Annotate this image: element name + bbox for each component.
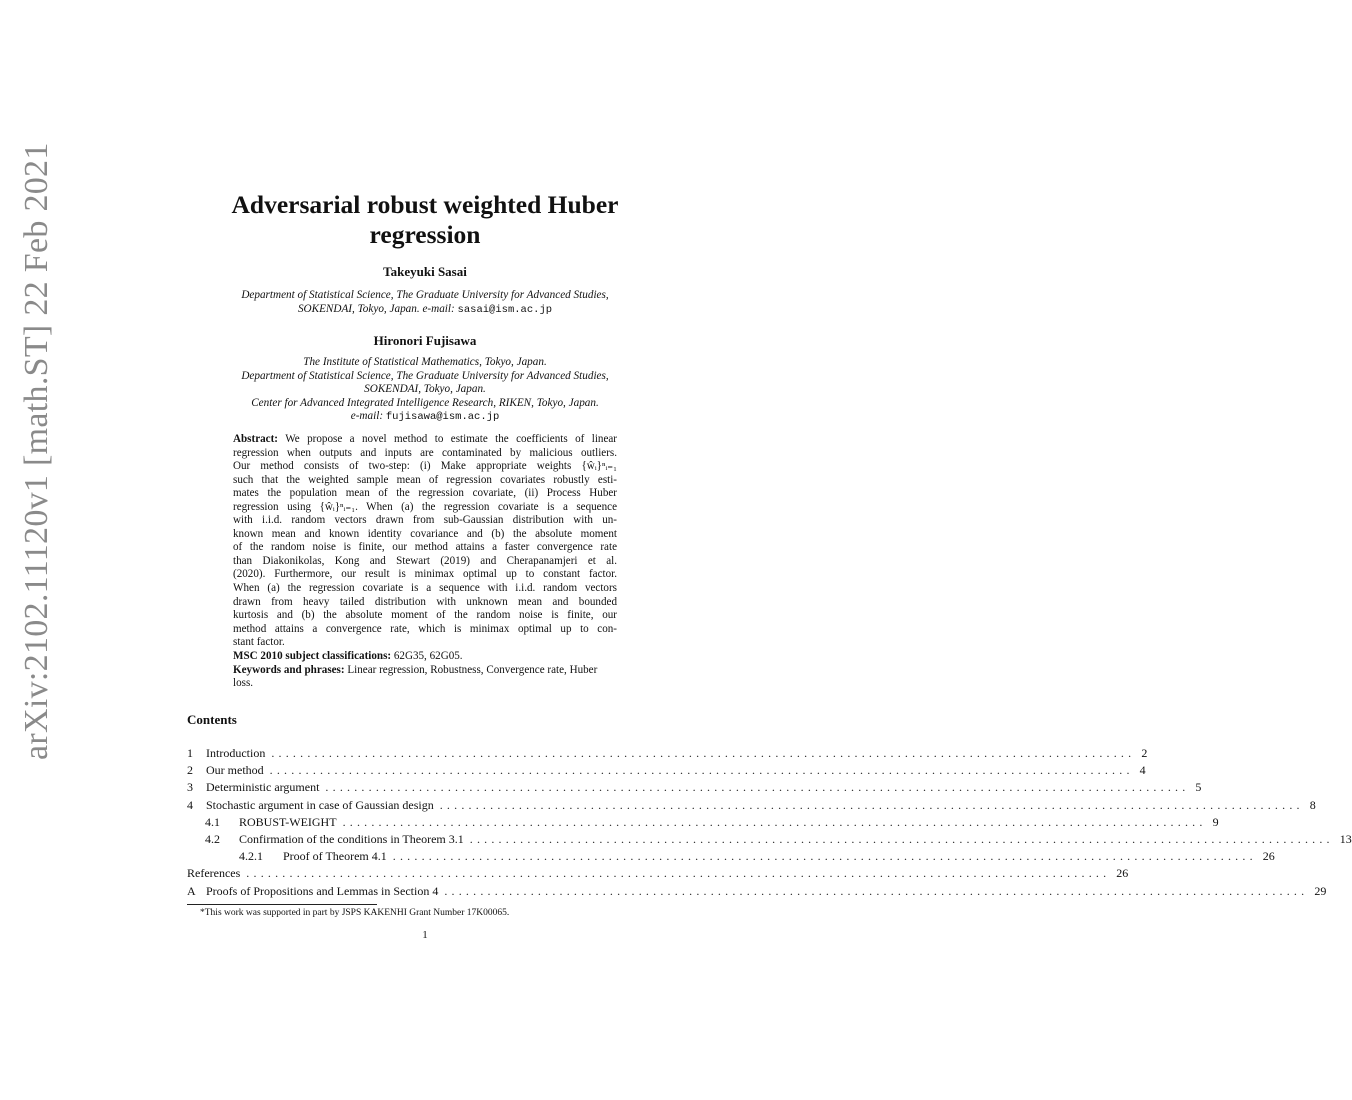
toc-page: 8 xyxy=(1309,797,1316,812)
abstract-text: known mean and known identity covariance and (b) the absolute moment xyxy=(233,527,617,540)
toc-title: Our method xyxy=(206,763,264,778)
abstract-line xyxy=(233,460,617,474)
keywords-value: Linear regression, Robustness, Convergence rate, Huber loss. xyxy=(233,663,598,690)
toc-leader-dots: ........................................................................................................................ xyxy=(469,831,1334,846)
abstract-line xyxy=(233,596,617,610)
toc-page: 9 xyxy=(1212,814,1219,829)
abstract-text: method attains a convergence rate, which is minimax optimal up to con- xyxy=(233,622,617,635)
author-affiliation xyxy=(150,289,700,317)
abstract-line xyxy=(233,501,617,515)
affiliation-line: The Institute of Statistical Mathematics, Tokyo, Japan. xyxy=(303,356,547,368)
abstract-line xyxy=(233,623,617,637)
abstract-text: Our method consists of two-step: (i) Make appropriate weights {ŵᵢ}ⁿᵢ₌₁ xyxy=(233,460,617,473)
abstract-text: kurtosis and (b) the absolute moment of the random noise is finite, our xyxy=(233,609,617,622)
abstract-line xyxy=(233,487,617,501)
toc-title: Proofs of Propositions and Lemmas in Section 4 xyxy=(206,883,439,898)
table-of-contents xyxy=(187,746,1352,901)
toc-leader-dots: ........................................................................................................................ xyxy=(271,746,1136,760)
abstract-text: When (a) the regression covariate is a sequence with i.i.d. random vectors xyxy=(233,582,617,595)
toc-page: 2 xyxy=(1141,746,1148,760)
abstract-text: mates the population mean of the regression covariate, (ii) Process Huber xyxy=(233,487,617,500)
arxiv-stamp: arXiv:2102.11120v1 [math.ST] 22 Feb 2021 xyxy=(18,142,55,760)
toc-number: 4 xyxy=(187,797,193,812)
title-line: regression xyxy=(369,220,481,249)
affiliation-line: SOKENDAI, Tokyo, Japan. xyxy=(364,383,486,396)
msc-label: MSC 2010 subject classifications: xyxy=(233,650,392,662)
paper-title xyxy=(150,190,700,250)
toc-entry[interactable] xyxy=(187,797,1316,815)
toc-number: 1 xyxy=(187,746,193,760)
toc-leader-dots: ........................................................................................................................ xyxy=(325,780,1190,795)
abstract-text: stant factor. xyxy=(233,636,285,649)
abstract-text: of the random noise is finite, our method attains a faster convergence rate xyxy=(233,541,617,554)
abstract-line xyxy=(233,568,617,582)
abstract-label: Abstract: xyxy=(233,433,278,445)
toc-number: 4.1 xyxy=(205,814,220,829)
abstract-line xyxy=(233,514,617,528)
toc-entry[interactable] xyxy=(187,763,1146,780)
toc-number: 2 xyxy=(187,763,193,778)
page-number: 1 xyxy=(422,929,428,941)
contents-heading: Contents xyxy=(187,712,237,727)
toc-title: Introduction xyxy=(206,746,266,760)
paper-metadata xyxy=(233,650,617,691)
author-email[interactable]: sasai@ism.ac.jp xyxy=(457,303,553,316)
abstract-line xyxy=(233,636,617,650)
abstract-text: than Diakonikolas, Kong and Stewart (2019) and Cherapanamjeri et al. xyxy=(233,554,617,567)
abstract-text: (2020). Furthermore, our result is minimax optimal up to constant factor. xyxy=(233,568,617,581)
toc-title: Proof of Theorem 4.1 xyxy=(283,849,387,864)
abstract-line xyxy=(233,447,617,461)
affiliation-line: SOKENDAI, Tokyo, Japan. e-mail: xyxy=(297,302,455,315)
keywords-label: Keywords and phrases: xyxy=(233,663,345,676)
toc-entry[interactable] xyxy=(187,746,1148,763)
abstract-line xyxy=(233,609,617,623)
toc-number: 4.2 xyxy=(205,831,220,846)
affiliation-line: Department of Statistical Science, The Graduate University for Advanced Studies, xyxy=(241,369,609,382)
abstract-text: regression using {ŵᵢ}ⁿᵢ₌₁. When (a) the regression covariate is a sequence xyxy=(233,500,617,513)
abstract-text: We propose a novel method to estimate the coefficients of linear xyxy=(285,433,617,445)
toc-number: A xyxy=(187,883,196,898)
footnote: *This work was supported in part by JSPS KAKENHI Grant Number 17K00065. xyxy=(200,908,510,918)
abstract-line xyxy=(233,582,617,596)
toc-leader-dots: ........................................................................................................................ xyxy=(269,763,1134,778)
title-line: Adversarial robust weighted Huber xyxy=(231,190,619,219)
toc-page: 29 xyxy=(1314,883,1327,898)
author-name: Takeyuki Sasai xyxy=(383,264,467,279)
toc-entry[interactable] xyxy=(187,866,1129,883)
toc-page: 26 xyxy=(1262,849,1275,864)
toc-title: Stochastic argument in case of Gaussian design xyxy=(206,797,434,812)
toc-entry[interactable] xyxy=(187,780,1202,797)
abstract-line xyxy=(233,555,617,569)
toc-entry[interactable] xyxy=(187,814,1219,832)
toc-leader-dots: ........................................................................................................................ xyxy=(439,797,1304,812)
toc-entry[interactable] xyxy=(187,849,1275,866)
toc-entry[interactable] xyxy=(187,883,1327,901)
toc-leader-dots: ........................................................................................................................ xyxy=(392,849,1257,864)
author-affiliation xyxy=(150,356,700,425)
toc-number: 4.2.1 xyxy=(239,849,263,864)
author-name: Hironori Fujisawa xyxy=(373,333,477,348)
toc-leader-dots: ........................................................................................................................ xyxy=(342,814,1207,829)
abstract-line xyxy=(233,433,617,447)
toc-title: ROBUST-WEIGHT xyxy=(239,814,337,829)
abstract-text: such that the weighted sample mean of regression covariates robustly esti- xyxy=(233,473,617,486)
toc-title: Deterministic argument xyxy=(206,780,320,795)
abstract-line xyxy=(233,474,617,488)
author-email[interactable]: fujisawa@ism.ac.jp xyxy=(385,411,500,424)
toc-title: Confirmation of the conditions in Theorem 3.1 xyxy=(239,831,464,846)
toc-leader-dots: ........................................................................................................................ xyxy=(444,883,1309,898)
toc-number: 3 xyxy=(187,780,193,795)
affiliation-line: Department of Statistical Science, The Graduate University for Advanced Studies, xyxy=(241,289,609,301)
abstract xyxy=(233,433,617,650)
toc-page: 26 xyxy=(1116,866,1129,881)
affiliation-line: e-mail: xyxy=(350,410,384,423)
msc-value: 62G35, 62G05. xyxy=(393,650,463,662)
toc-entry[interactable] xyxy=(187,831,1352,849)
abstract-line xyxy=(233,528,617,542)
toc-leader-dots: ........................................................................................................................ xyxy=(246,866,1111,881)
toc-page: 5 xyxy=(1195,780,1202,795)
footnote-rule xyxy=(187,904,377,905)
affiliation-line: Center for Advanced Integrated Intelligence Research, RIKEN, Tokyo, Japan. xyxy=(251,396,599,409)
toc-page: 13 xyxy=(1339,831,1352,846)
abstract-text: with i.i.d. random vectors drawn from sub-Gaussian distribution with un- xyxy=(233,514,617,527)
abstract-text: regression when outputs and inputs are contaminated by malicious outliers. xyxy=(233,446,617,459)
toc-page: 4 xyxy=(1139,763,1146,778)
abstract-line xyxy=(233,541,617,555)
abstract-text: drawn from heavy tailed distribution with unknown mean and bounded xyxy=(233,595,617,608)
toc-title: References xyxy=(187,866,241,881)
